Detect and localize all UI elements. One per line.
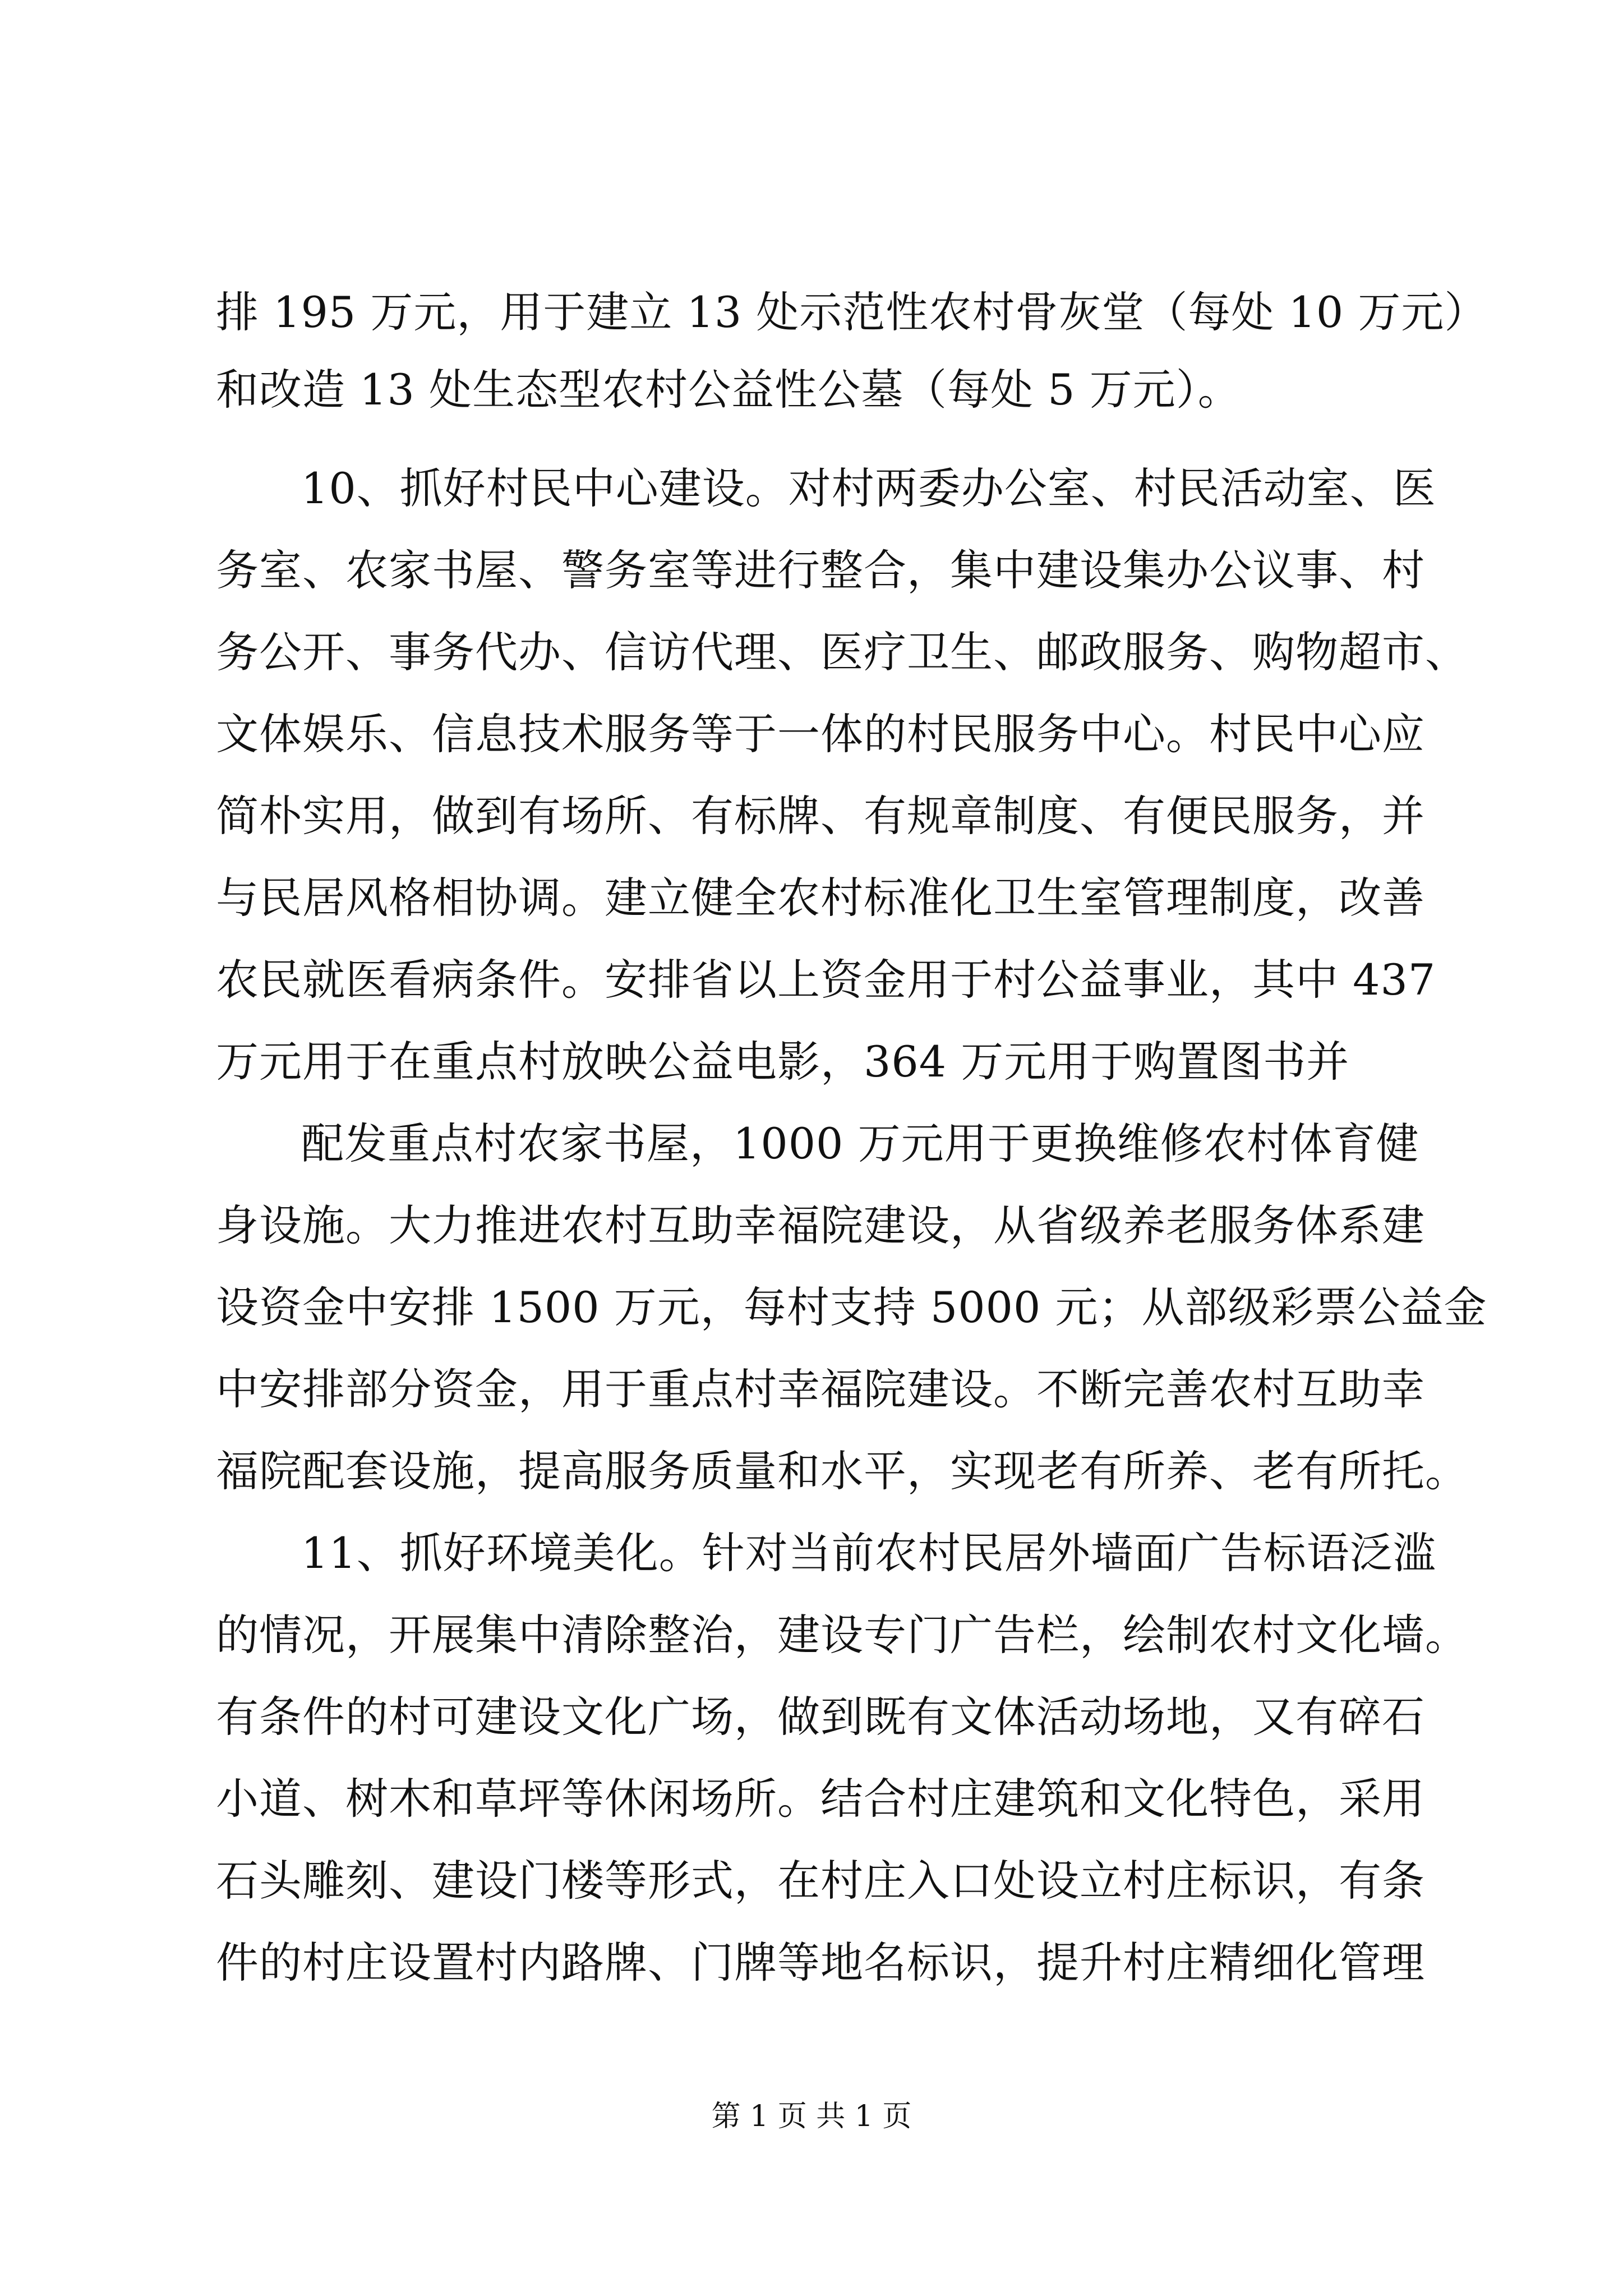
text-line: 小道、树木和草坪等休闲场所。结合村庄建筑和文化特色，采用: [216, 1774, 1425, 1824]
text-line: 文体娱乐、信息技术服务等于一体的村民服务中心。村民中心应: [216, 709, 1425, 759]
text-line: 身设施。大力推进农村互助幸福院建设，从省级养老服务体系建: [216, 1200, 1425, 1250]
text-line: 石头雕刻、建设门楼等形式，在村庄入口处设立村庄标识，有条: [216, 1856, 1425, 1906]
text-line: 务公开、事务代办、信访代理、医疗卫生、邮政服务、购物超市、: [216, 627, 1468, 677]
paragraph-11-start: 11、抓好环境美化。针对当前农村民居外墙面广告标语泛滥: [301, 1528, 1436, 1578]
text-line: 和改造 13 处生态型农村公益性公墓（每处 5 万元）。: [216, 365, 1241, 415]
text-line: 件的村庄设置村内路牌、门牌等地名标识，提升村庄精细化管理: [216, 1938, 1425, 1987]
text-line: 简朴实用，做到有场所、有标牌、有规章制度、有便民服务，并: [216, 791, 1425, 841]
page-footer: 第 1 页 共 1 页: [711, 2100, 912, 2133]
text-line: 万元用于在重点村放映公益电影，364 万元用于购置图书并: [216, 1037, 1350, 1087]
text-line: 福院配套设施，提高服务质量和水平，实现老有所养、老有所托。: [216, 1446, 1468, 1496]
text-line: 的情况，开展集中清除整治，建设专门广告栏，绘制农村文化墙。: [216, 1610, 1468, 1660]
text-line: 农民就医看病条件。安排省以上资金用于村公益事业，其中 437: [216, 955, 1436, 1005]
paragraph-10-start: 10、抓好村民中心建设。对村两委办公室、村民活动室、医: [301, 463, 1436, 513]
text-line: 务室、农家书屋、警务室等进行整合，集中建设集办公议事、村: [216, 545, 1425, 595]
text-line: 中安排部分资金，用于重点村幸福院建设。不断完善农村互助幸: [216, 1364, 1425, 1414]
text-line: 设资金中安排 1500 万元，每村支持 5000 元；从部级彩票公益金: [216, 1282, 1487, 1332]
text-line: 配发重点村农家书屋，1000 万元用于更换维修农村体育健: [301, 1119, 1419, 1168]
text-line: 排 195 万元，用于建立 13 处示范性农村骨灰堂（每处 10 万元）: [216, 287, 1488, 337]
text-line: 与民居风格相协调。建立健全农村标准化卫生室管理制度，改善: [216, 873, 1425, 923]
text-line: 有条件的村可建设文化广场，做到既有文体活动场地，又有碎石: [216, 1692, 1425, 1742]
